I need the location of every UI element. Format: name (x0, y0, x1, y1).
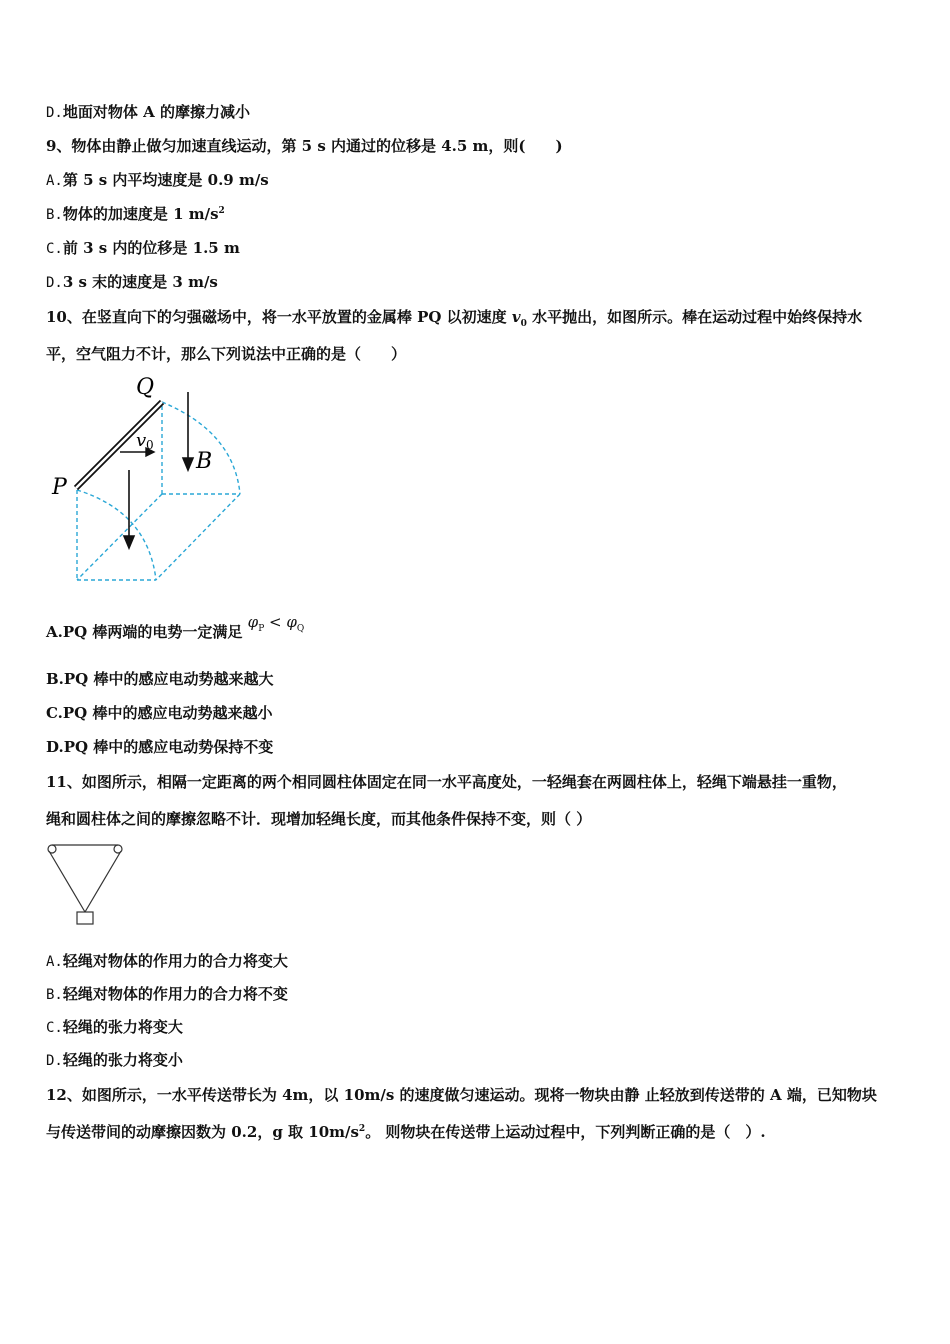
option-prefix: D. (46, 275, 63, 291)
q9-stem: 9、物体由静止做匀加速直线运动，第 5 s 内通过的位移是 4.5 m，则( ) (46, 137, 563, 155)
phi-p-sub: P (258, 624, 265, 634)
option-text: 3 s 末的速度是 3 m/s (62, 273, 218, 291)
q11-option-c (46, 1017, 183, 1038)
q11-stem-line2: 绳和圆柱体之间的摩擦忽略不计．现增加轻绳长度，而其他条件保持不变，则（ ） (46, 810, 592, 828)
q9-option-b (46, 204, 225, 225)
label-b: B (196, 449, 213, 474)
potential-inequality (247, 613, 305, 634)
q12-stem-line2 (46, 1122, 766, 1142)
hanging-weight (77, 912, 93, 924)
option-prefix: D. (46, 1053, 63, 1069)
b-field-arrow (183, 392, 193, 470)
less-than: < (269, 613, 282, 631)
phi-q: φ (286, 613, 297, 631)
label-p: P (52, 475, 67, 500)
label-q: Q (136, 375, 155, 400)
b-field-arrow-lower (124, 470, 134, 548)
q10-figure (46, 372, 256, 592)
option-text: A.PQ 棒两端的电势一定满足 (46, 623, 243, 641)
q9-option-a (46, 170, 269, 191)
stem-text-end: 。 则物块在传送带上运动过程中，下列判断正确的是（ ）. (365, 1123, 766, 1141)
rope-left (49, 851, 85, 912)
stem-text: 与传送带间的动摩擦因数为 0.2，g 取 10m/s (46, 1123, 359, 1141)
dashed-box (77, 402, 240, 580)
q10-option-a (46, 613, 305, 649)
q11-option-a (46, 951, 288, 972)
label-v: v (136, 430, 147, 451)
option-prefix: A. (46, 954, 63, 970)
rope-right (85, 851, 121, 912)
option-prefix: C. (46, 241, 63, 257)
q11-option-b (46, 984, 288, 1005)
option-prefix: B. (46, 987, 63, 1003)
q10-option-b: B.PQ 棒中的感应电动势越来越大 (46, 670, 274, 688)
option-text: 轻绳对物体的作用力的合力将不变 (62, 985, 288, 1003)
option-prefix: D. (46, 105, 63, 121)
superscript: 2 (218, 206, 225, 216)
q10-stem-line2: 平，空气阻力不计，那么下列说法中正确的是（ ） (46, 345, 407, 363)
option-text: 第 5 s 内平均速度是 0.9 m/s (62, 171, 269, 189)
option-text: 轻绳的张力将变大 (62, 1018, 183, 1036)
q9-option-d (46, 272, 218, 293)
q8-option-d (46, 102, 250, 123)
option-text: 轻绳对物体的作用力的合力将变大 (62, 952, 288, 970)
q11-stem-line1: 11、如图所示，相隔一定距离的两个相同圆柱体固定在同一水平高度处，一轻绳套在两圆柱体上，轻绳下端悬挂一重物， (46, 773, 847, 791)
q9-option-c (46, 238, 240, 259)
phi-p: φ (247, 613, 259, 631)
v0-symbol: v (511, 308, 521, 326)
option-text: 前 3 s 内的位移是 1.5 m (62, 239, 240, 257)
option-text: 物体的加速度是 1 m/s (62, 205, 219, 223)
stem-text: 水平抛出，如图所示。棒在运动过程中始终保持水 (526, 308, 863, 326)
phi-q-sub: Q (296, 624, 305, 634)
v0-subscript: 0 (520, 319, 527, 329)
q10-stem-line1 (46, 307, 862, 334)
q10-option-d: D.PQ 棒中的感应电动势保持不变 (46, 738, 274, 756)
option-prefix: A. (46, 173, 63, 189)
option-text: 地面对物体 A 的摩擦力减小 (62, 103, 250, 121)
q10-option-c: C.PQ 棒中的感应电动势越来越小 (46, 704, 273, 722)
superscript: 2 (358, 1124, 366, 1134)
option-prefix: C. (46, 1020, 63, 1036)
option-text: 轻绳的张力将变小 (62, 1051, 183, 1069)
stem-text: 10、在竖直向下的匀强磁场中，将一水平放置的金属棒 PQ 以初速度 (46, 308, 512, 326)
label-v-sub: 0 (146, 438, 154, 452)
q11-figure (44, 840, 128, 930)
option-prefix: B. (46, 207, 63, 223)
q12-stem-line1: 12、如图所示，一水平传送带长为 4m，以 10m/s 的速度做匀速运动。现将一物块由静 止轻放到传送带的 A 端，已知物块 (46, 1086, 877, 1104)
q11-option-d (46, 1050, 183, 1071)
